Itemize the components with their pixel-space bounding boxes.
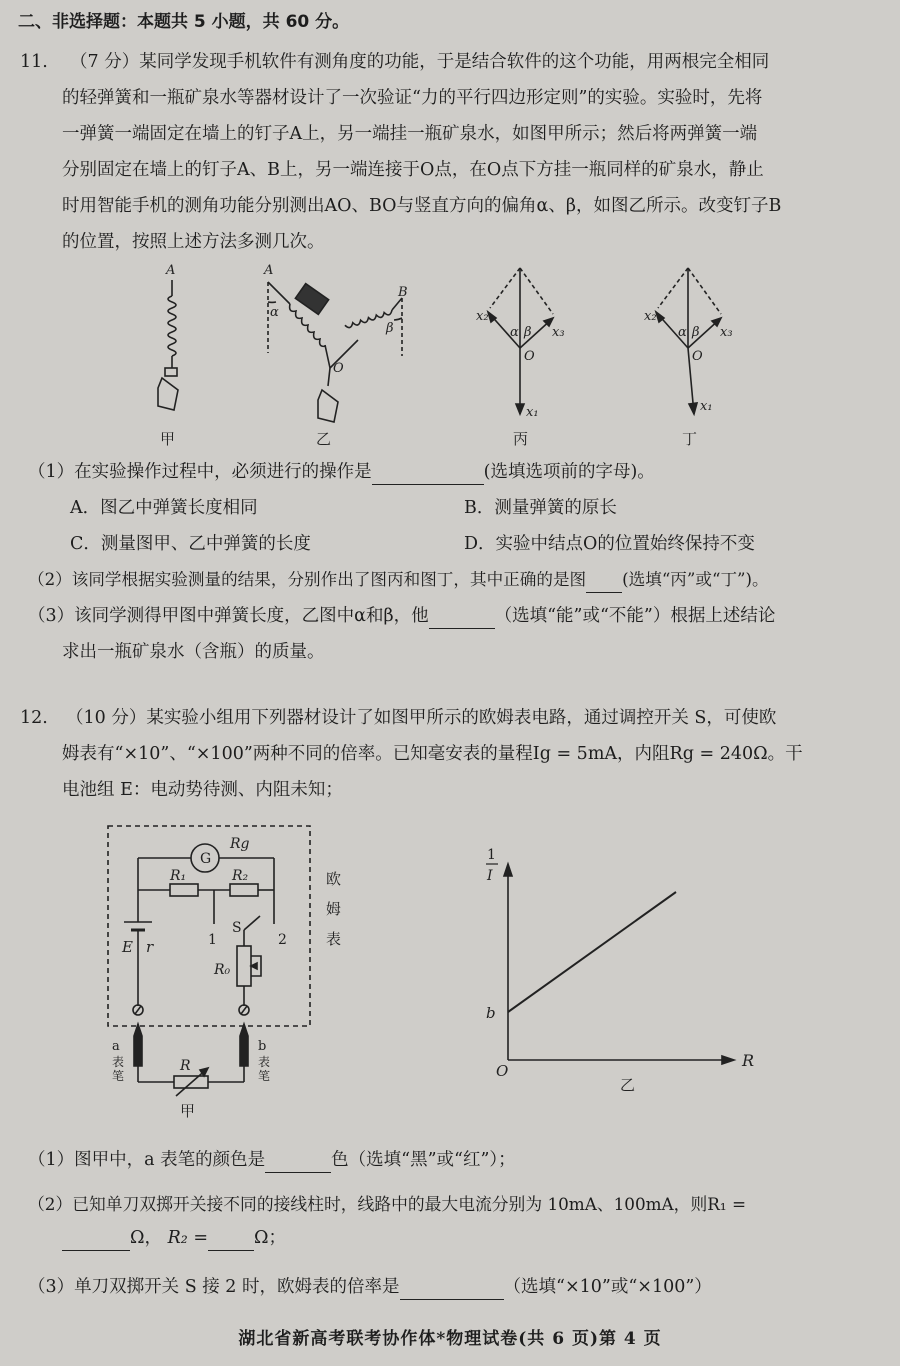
resistor-r0: [237, 946, 251, 986]
q11-sub3-hint: （选填“能”或“不能”）根据上述结论: [494, 606, 776, 626]
q12-sub2-line2: [62, 1226, 286, 1251]
label-rx: R: [180, 1058, 191, 1074]
box-label-2: 姆: [326, 900, 342, 918]
probe-a-char-2: 笔: [112, 1069, 125, 1083]
q12-sub3-stem: （3）单刀双掷开关 S 接 2 时，欧姆表的倍率是: [28, 1277, 400, 1297]
ding-alpha: α: [678, 325, 687, 340]
yi-alpha: α: [270, 305, 279, 320]
circuit-diagram: [90, 820, 390, 1120]
graph-caption: 乙: [620, 1076, 636, 1094]
probe-a[interactable]: [134, 1024, 142, 1066]
probe-b-letter: b: [258, 1039, 267, 1054]
bing-O: O: [524, 349, 535, 364]
answer-blank-q11-1[interactable]: [372, 460, 484, 485]
option-c: C．测量图甲、乙中弹簧的长度: [70, 534, 311, 554]
page-footer: 湖北省新高考联考协作体*物理试卷(共 6 页)第 4 页: [238, 1329, 662, 1349]
box-label-1: 欧: [326, 870, 342, 888]
q12-sub2-r2: R₂ =: [167, 1228, 209, 1248]
q11-sub2-stem: （2）该同学根据实验测量的结果，分别作出了图丙和图丁，其中正确的是图: [28, 570, 587, 589]
graph-line: [508, 892, 676, 1012]
bing-alpha: α: [510, 325, 519, 340]
probe-b-char-2: 笔: [258, 1069, 271, 1083]
q12-sub1-hint: 色（选填“黑”或“红”）；: [331, 1150, 516, 1170]
box-label-3: 表: [326, 930, 342, 948]
answer-blank-q12-3[interactable]: [400, 1275, 504, 1300]
q12-sub1: [28, 1148, 516, 1173]
q12-sub3: [28, 1275, 712, 1300]
q12-sub3-hint: （选填“×10”或“×100”）: [503, 1277, 712, 1297]
q11-figures: [0, 258, 900, 458]
q11-line-3: 一弹簧一端固定在墙上的钉子A上，另一端挂一瓶矿泉水，如图甲所示；然后将两弹簧一端: [62, 124, 758, 144]
q12-line-3: 电池组 E：电动势待测、内阻未知；: [62, 780, 343, 800]
ding-x3: x₃: [720, 325, 733, 340]
figure-bing: [488, 268, 553, 414]
q11-line-1: （7 分）某同学发现手机软件有测角度的功能，于是结合软件的这个功能，用两根完全相同: [70, 52, 770, 72]
answer-blank-q11-2[interactable]: [586, 568, 622, 593]
q12-sub2-line1: （2）已知单刀双掷开关接不同的接线柱时，线路中的最大电流分别为 10mA、100mA，则R₁ =: [28, 1194, 746, 1214]
intercept-label: b: [486, 1004, 496, 1022]
x-label: R: [742, 1051, 755, 1070]
q11-sub1-stem: （1）在实验操作过程中，必须进行的操作是: [28, 462, 372, 482]
label-r0: R₀: [214, 962, 231, 978]
q12-sub1-stem: （1）图甲中，a 表笔的颜色是: [28, 1150, 266, 1170]
option-b: B．测量弹簧的原长: [464, 498, 617, 518]
option-d: D．实验中结点O的位置始终保持不变: [464, 534, 755, 554]
probe-b[interactable]: [240, 1024, 248, 1066]
probe-b-char-1: 表: [258, 1055, 271, 1069]
ding-x2: x₂: [644, 309, 657, 324]
bing-beta: β: [524, 325, 532, 340]
q11-sub2: [28, 568, 769, 593]
bing-x1: x₁: [526, 405, 539, 420]
q11-line-6: 的位置，按照上述方法多测几次。: [62, 232, 325, 252]
label-terminal-2: 2: [278, 932, 287, 948]
bing-x3: x₃: [552, 325, 565, 340]
q11-line-2: 的轻弹簧和一瓶矿泉水等器材设计了一次验证“力的平行四边形定则”的实验。实验时，先将: [62, 88, 763, 108]
circuit-caption: 甲: [180, 1102, 196, 1120]
ding-O: O: [692, 349, 703, 364]
label-r2: R₂: [232, 868, 249, 884]
q11-sub1: [28, 460, 655, 485]
yi-A: A: [264, 263, 274, 278]
label-rg: Rg: [230, 836, 250, 852]
resistor-r2: [230, 884, 258, 896]
y-label-numerator: 1: [487, 847, 496, 863]
q12-number: 12.: [20, 708, 48, 728]
label-s: S: [232, 920, 242, 936]
figure-yi: [268, 282, 402, 422]
label-r1: R₁: [170, 868, 187, 884]
q11-sub3: [28, 604, 775, 629]
answer-blank-q12-r1[interactable]: [62, 1226, 130, 1251]
q11-sub3-line2: 求出一瓶矿泉水（含瓶）的质量。: [62, 642, 325, 662]
option-a: A．图乙中弹簧长度相同: [70, 498, 258, 518]
y-label-denominator: I: [487, 868, 493, 884]
figure-ding: [656, 268, 721, 414]
answer-blank-q11-3[interactable]: [429, 604, 495, 629]
q12-line-1: （10 分）某实验小组用下列器材设计了如图甲所示的欧姆表电路，通过调控开关 S，可使欧: [66, 708, 777, 728]
switch-s[interactable]: [244, 916, 260, 930]
q11-sub3-stem: （3）该同学测得甲图中弹簧长度，乙图中α和β，他: [28, 606, 429, 626]
ding-x1: x₁: [700, 399, 713, 414]
resistor-r1: [170, 884, 198, 896]
caption-yi: 乙: [316, 430, 332, 448]
origin-label: O: [496, 1062, 509, 1080]
section-title: 二、非选择题：本题共 5 小题，共 60 分。: [18, 12, 350, 32]
yi-beta: β: [386, 321, 394, 336]
ding-beta: β: [692, 325, 700, 340]
caption-ding: 丁: [682, 430, 698, 448]
graph-yi: [470, 840, 770, 1100]
q11-number: 11.: [20, 52, 48, 72]
yi-O: O: [333, 361, 344, 376]
label-terminal-1: 1: [208, 932, 217, 948]
label-r: r: [146, 938, 154, 956]
probe-a-char-1: 表: [112, 1055, 125, 1069]
caption-jia: 甲: [160, 430, 176, 448]
probe-a-letter: a: [112, 1039, 120, 1054]
caption-bing: 丙: [513, 430, 529, 448]
q11-line-4: 分别固定在墙上的钉子A、B上，另一端连接于O点，在O点下方挂一瓶同样的矿泉水，静止: [62, 160, 764, 180]
bing-x2: x₂: [476, 309, 489, 324]
figure-jia: [158, 280, 178, 410]
q11-line-5: 时用智能手机的测角功能分别测出AO、BO与竖直方向的偏角α、β，如图乙所示。改变钉子B: [62, 196, 782, 216]
answer-blank-q12-1[interactable]: [265, 1148, 331, 1173]
label-g: G: [200, 851, 212, 867]
q11-sub1-hint: (选填选项前的字母)。: [483, 462, 655, 482]
q12-sub2-unit1: Ω，: [130, 1228, 163, 1248]
label-e: E: [122, 938, 133, 956]
yi-B: B: [398, 285, 408, 300]
q12-sub2-unit2: Ω；: [254, 1228, 287, 1248]
jia-A: A: [166, 263, 176, 278]
answer-blank-q12-r2[interactable]: [208, 1226, 254, 1251]
q11-sub2-hint: (选填“丙”或“丁”)。: [622, 570, 769, 589]
q12-line-2: 姆表有“×10”、“×100”两种不同的倍率。已知毫安表的量程Ig = 5mA，内阻Rg = 240Ω。干: [62, 744, 803, 764]
